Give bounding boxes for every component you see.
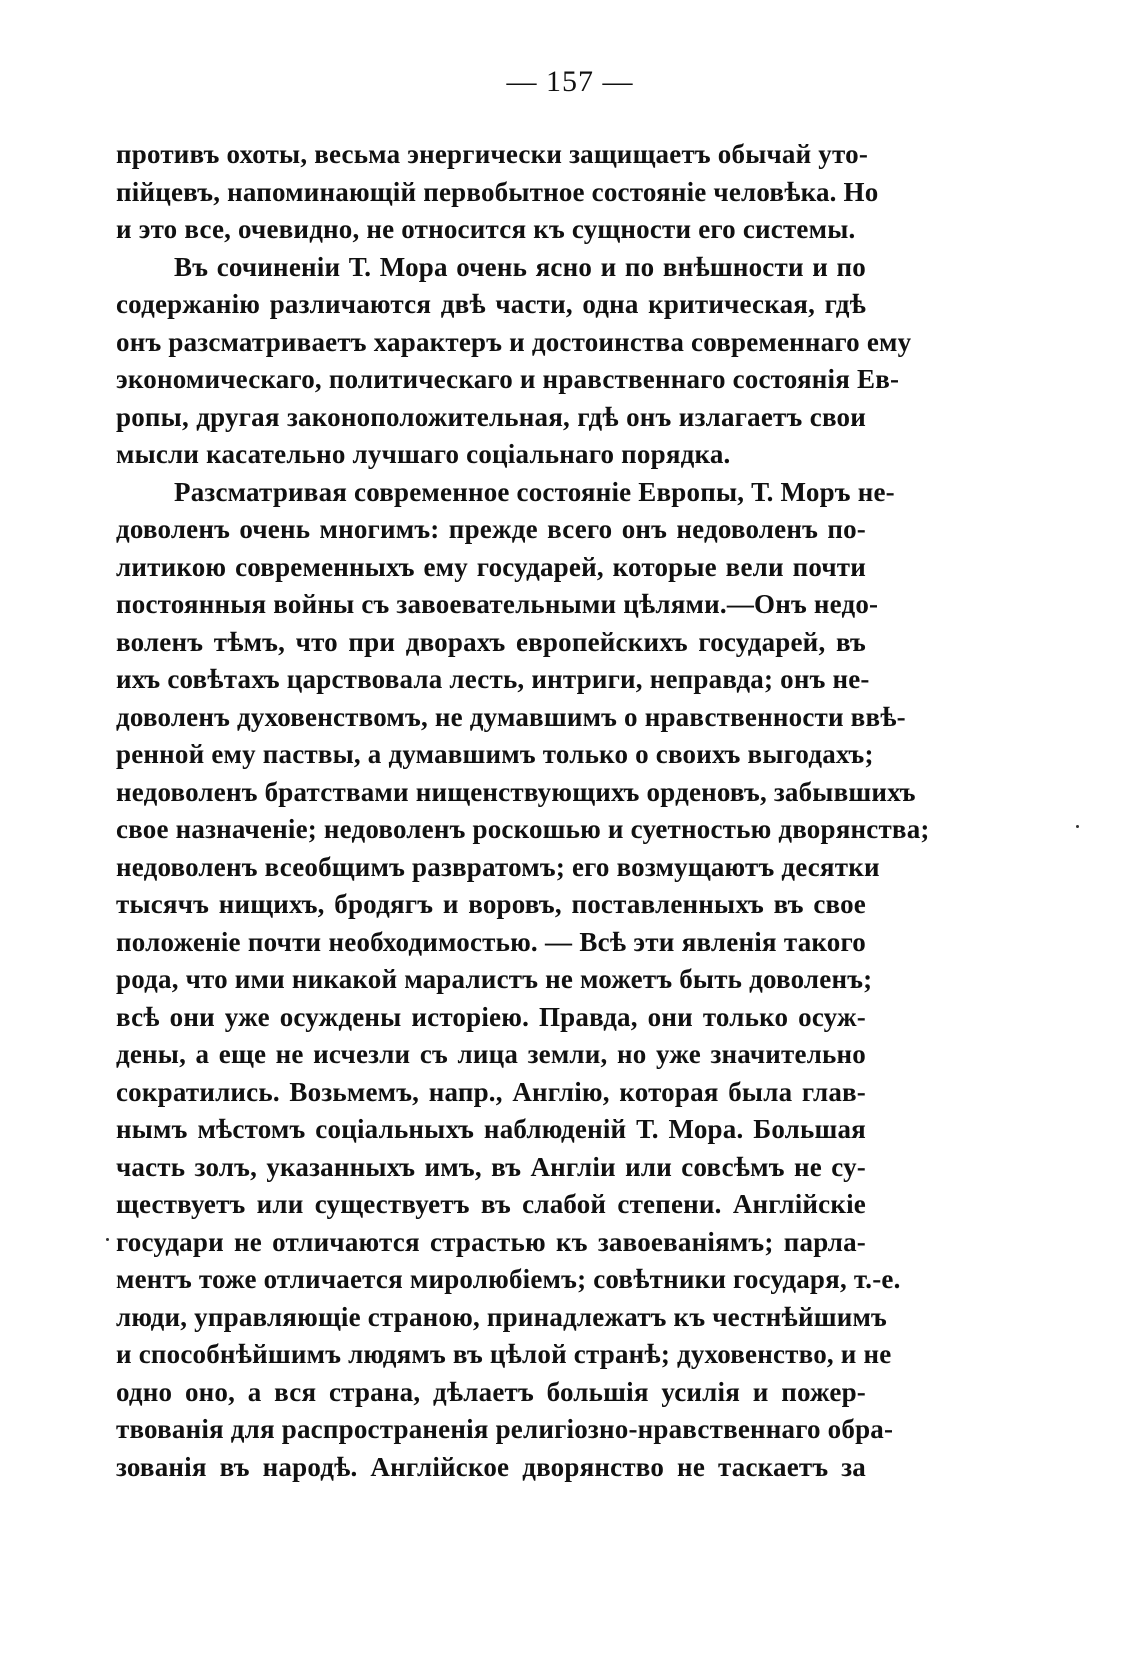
text-line: ренной ему паствы, а думавшимъ только о своихъ выгодахъ; (116, 739, 874, 769)
text-line: доволенъ очень многимъ: прежде всего онъ недоволенъ по- (116, 514, 866, 544)
text-line: свое назначеніе; недоволенъ роскошью и суетностью дворянства; (116, 814, 930, 844)
text-line: постоянныя войны съ завоевательными цѣлями.—Онъ недо- (116, 589, 879, 619)
text-line: ропы, другая законоположительная, гдѣ онъ излагаетъ свои (116, 401, 866, 432)
scan-speck (1076, 825, 1079, 828)
text-line: часть золъ, указанныхъ имъ, въ Англіи или совсѣмъ не су- (116, 1151, 866, 1182)
text-line: дены, а еще не исчезли съ лица земли, но уже значительно (116, 1039, 866, 1069)
text-line: ментъ тоже отличается миролюбіемъ; совѣтники государя, т.-е. (116, 1264, 901, 1294)
text-line: ихъ совѣтахъ царствовала лесть, интриги, неправда; онъ не- (116, 664, 870, 694)
text-line: тысячъ нищихъ, бродягъ и воровъ, поставленныхъ въ свое (116, 889, 866, 919)
text-line: одно оно, а вся страна, дѣлаетъ большія усилія и пожер- (116, 1376, 866, 1407)
body-text (116, 136, 930, 1486)
paragraph-first-line: Разсматривая современное состояніе Европы, Т. Моръ не- (174, 476, 895, 507)
text-line: литикою современныхъ ему государей, которые вели почти (116, 551, 866, 582)
text-line: люди, управляющіе страною, принадлежатъ къ честнѣйшимъ (116, 1301, 887, 1332)
text-line: доволенъ духовенствомъ, не думавшимъ о нравственности ввѣ- (116, 701, 906, 732)
text-line: всѣ они уже осуждены исторіею. Правда, они только осуж- (116, 1001, 866, 1032)
text-line: зованія въ народѣ. Англійское дворянство не таскаетъ за (116, 1451, 866, 1482)
scan-speck (106, 1238, 109, 1241)
text-line: онъ разсматриваетъ характеръ и достоинства современнаго ему (116, 326, 912, 357)
text-line: государи не отличаются страстью къ завоеваніямъ; парла- (116, 1226, 866, 1257)
text-line: и способнѣйшимъ людямъ въ цѣлой странѣ; духовенство, и не (116, 1339, 892, 1369)
text-line: рода, что ими никакой маралистъ не можетъ быть доволенъ; (116, 964, 873, 994)
text-line: пійцевъ, напоминающій первобытное состояніе человѣка. Но (116, 176, 879, 207)
text-line: противъ охоты, весьма энергически защищаетъ обычай уто- (116, 139, 869, 169)
text-line: воленъ тѣмъ, что при дворахъ европейскихъ государей, въ (116, 626, 866, 657)
text-line: твованія для распространенія религіозно-нравственнаго обра- (116, 1414, 894, 1444)
text-line: экономическаго, политическаго и нравственнаго состоянія Ев- (116, 364, 900, 394)
paragraph-first-line: Въ сочиненіи Т. Мора очень ясно и по внѣшности и по (174, 251, 866, 282)
text-line: нымъ мѣстомъ соціальныхъ наблюденій Т. Мора. Большая (116, 1114, 866, 1144)
text-line: ществуетъ или существуетъ въ слабой степени. Англійскіе (116, 1189, 866, 1219)
text-line: мысли касательно лучшаго соціальнаго порядка. (116, 439, 731, 469)
text-line: содержанію различаются двѣ части, одна критическая, гдѣ (116, 289, 866, 319)
text-line: положеніе почти необходимостью. — Всѣ эти явленія такого (116, 926, 866, 957)
text-line: и это все, очевидно, не относится къ сущности его системы. (116, 214, 856, 244)
page-number: — 157 — (506, 65, 634, 98)
text-line: недоволенъ всеобщимъ развратомъ; его возмущаютъ десятки (116, 851, 880, 882)
text-line: недоволенъ братствами нищенствующихъ орденовъ, забывшихъ (116, 776, 916, 807)
text-line: сократились. Возьмемъ, напр., Англію, которая была глав- (116, 1076, 866, 1107)
